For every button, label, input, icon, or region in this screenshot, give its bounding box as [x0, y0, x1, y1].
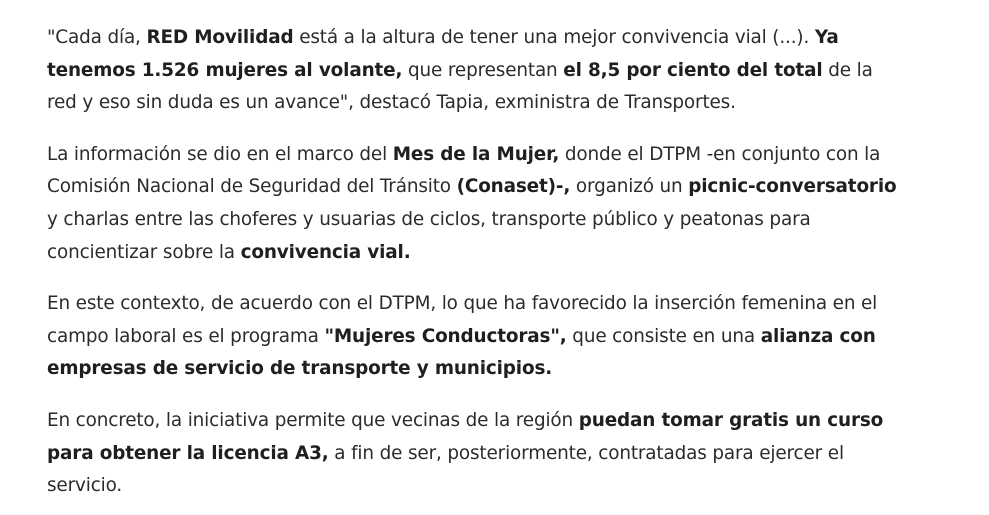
paragraph-3 — [47, 288, 907, 386]
text-segment: En este contexto, de acuerdo con el DTPM, lo que ha favorecido la inserción femenina en el campo laboral es el programa — [47, 293, 878, 347]
article-body — [47, 22, 907, 503]
text-segment: que representan — [402, 59, 564, 81]
bold-text-segment: puedan tomar gratis un curso para obtener la licencia A3, — [47, 409, 884, 464]
text-segment: que consiste en una — [566, 325, 761, 347]
text-segment: La información se dio en el marco del — [47, 143, 393, 165]
bold-text-segment: el 8,5 por ciento del total — [563, 59, 823, 81]
bold-text-segment: picnic-conversatorio — [688, 176, 897, 198]
text-segment: de la red y eso sin duda es un avance", destacó Tapia, exministra de Transportes. — [47, 59, 873, 114]
text-segment: En concreto, la iniciativa permite que vecinas de la región — [47, 409, 579, 431]
bold-text-segment: Ya tenemos 1.526 mujeres al volante, — [47, 27, 839, 81]
paragraph-4 — [47, 405, 907, 503]
text-segment: organizó un — [570, 176, 689, 198]
bold-text-segment: alianza con empresas de servicio de transporte y municipios. — [47, 325, 876, 380]
bold-text-segment: "Mujeres Conductoras", — [324, 325, 567, 347]
text-segment: y charlas entre las choferes y usuarias de ciclos, transporte público y peatonas para concientizar sobre la — [47, 208, 811, 263]
paragraph-1 — [47, 22, 907, 120]
text-segment: a fin de ser, posteriormente, contratadas para ejercer el servicio. — [47, 442, 844, 497]
bold-text-segment: (Conaset)-, — [456, 176, 571, 198]
paragraph-2 — [47, 139, 907, 269]
bold-text-segment: convivencia vial. — [240, 241, 411, 263]
text-segment: donde el DTPM -en conjunto con la Comisión Nacional de Seguridad del Tránsito — [47, 143, 881, 198]
bold-text-segment: RED Movilidad — [146, 27, 294, 48]
text-segment: está a la altura de tener una mejor convivencia vial (...). — [293, 27, 815, 48]
text-segment: "Cada día, — [47, 27, 147, 48]
bold-text-segment: Mes de la Mujer, — [392, 143, 560, 165]
